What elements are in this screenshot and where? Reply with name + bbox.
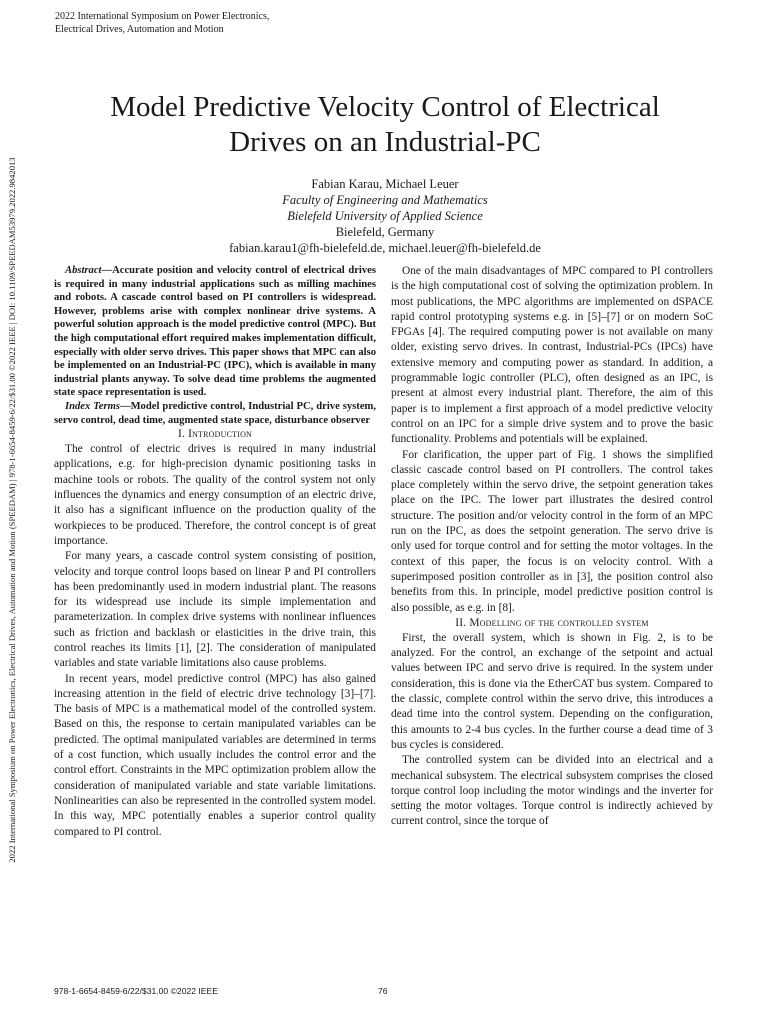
abstract-block [54, 264, 376, 427]
paper-title-line1: Model Predictive Velocity Control of Electrical [110, 91, 660, 123]
author-block [40, 176, 730, 256]
author-names: Fabian Karau, Michael Leuer [311, 177, 459, 191]
conference-header [55, 10, 269, 36]
intro-paragraph-1: The control of electric drives is required in many industrial applications, e.g. for high-precision dynamic positioning tasks in machine tools or robots. The quality of the control system not only influences the dynamics and energy consumption of an electric drive, it also has a significant influence on the production quality of the workpieces to be produced. Therefore, the control concept is of great importance. [54, 443, 376, 547]
author-location: Bielefeld, Germany [335, 225, 435, 239]
doi-side-strip: 2022 International Symposium on Power Electronics, Electrical Drives, Automation and Motion (SPEEDAM) | 978-1-6654-8459-6/22/$31.00 ©2022 IEEE | DOI: 10.1109/SPEEDAM53979.2022.9842013 [7, 157, 17, 863]
modelling-paragraph-1: First, the overall system, which is shown in Fig. 2, is to be analyzed. For the control, an exchange of the setpoint and actual values between IPC and servo drive is required. In the system under consideration, this is done via the EtherCAT bus system. Compared to the classic, complete control within the servo drive, this introduces a dead time into the control system. Depending on the configuration, this amounts to 2-4 bus cycles. In the further course a dead time of 3 bus cycles is considered. [391, 631, 713, 751]
index-terms-label: Index Terms [65, 400, 120, 412]
right-column [391, 264, 713, 830]
intro-paragraph-2: For many years, a cascade control system consisting of position, velocity and torque control loops based on linear P and PI controllers has been predominantly used in modern industrial plant. The reasons for its widespread use include its simple implementation and parameterization. In complex drive systems with nonlinear influences such as friction and backlash or elasticities in the drive train, this control reaches its limits [1], [2]. The consideration of manipulated variables and state variable limitations also cause problems. [54, 550, 376, 670]
intro-paragraph-4: One of the main disadvantages of MPC compared to PI controllers is the high computational cost of solving the optimization problem. In most publications, the MPC algorithms are implemented on dSPACE rapid control prototyping systems e.g. in [5]–[7] or on modern SoC FPGAs [4]. The required computing power is not available on many older, existing servo drives. In contrast, Industrial-PCs (IPCs) have extensive memory and computing power as standard. In addition, a programmable logic controller (PLC), often designed as an IPC, is present at almost every industrial plant. Therefore, the aim of this paper is to implement a first approach of a model predictive velocity control on an IPC for a simple drive system and to prove the basic functionality. Problems and potentials will be explained. [391, 265, 713, 446]
author-emails: fabian.karau1@fh-bielefeld.de, michael.leuer@fh-bielefeld.de [229, 241, 541, 255]
intro-paragraph-3: In recent years, model predictive control (MPC) has also gained increasing attention in the field of electric drive technology [3]–[7]. The basis of MPC is a mathematical model of the controlled system. Based on this, the response to certain manipulated variables can be predicted. The optimal manipulated variables are determined in terms of a cost function, which usually includes the control error and the control effort. Constraints in the MPC optimization problem allow the consideration of manipulated variable and state variable limitations. Nonlinearities can also be represented in the controlled system model. In this way, MPC potentially enables a superior control quality compared to PI control. [54, 672, 376, 838]
section-number: II. [455, 616, 470, 629]
conference-header-line2: Electrical Drives, Automation and Motion [55, 24, 224, 35]
index-terms-text: —Model predictive control, Industrial PC, drive system, servo control, dead time, augmented state space, disturbance observer [54, 400, 376, 426]
author-university: Bielefeld University of Applied Science [287, 209, 483, 223]
section-heading-introduction [54, 427, 376, 442]
footer-page-number: 76 [378, 986, 388, 996]
paper-title [40, 90, 730, 160]
abstract-paragraph [54, 264, 376, 400]
left-column [54, 264, 376, 840]
paper-title-line2: Drives on an Industrial-PC [229, 126, 541, 158]
footer-isbn: 978-1-6654-8459-6/22/$31.00 ©2022 IEEE [54, 986, 219, 996]
section-number: I. [177, 428, 189, 441]
intro-paragraph-5: For clarification, the upper part of Fig. 1 shows the simplified classic cascade control based on PI controllers. The control takes place completely within the servo drive, the setpoint generation takes place on the IPC. The lower part illustrates the desired control structure. The position and/or velocity control in the form of an MPC run on the IPC, as does the setpoint generation. The servo drive is only used for torque control and for setting the motor voltages. In the context of this paper, the focus is on velocity control. With a superimposed position controller as in [3], the position control also benefits from this. In principle, model predictive position control is also possible, as e.g. in [8]. [391, 448, 713, 614]
index-terms-paragraph [54, 400, 376, 427]
author-faculty: Faculty of Engineering and Mathematics [282, 193, 488, 207]
abstract-label: Abstract [65, 265, 102, 276]
abstract-text: —Accurate position and velocity control of electrical drives is required in many industrial applications such as milling machines and robots. A cascade control based on PI controllers is widespread. However, problems arise with complex nonlinear drive systems. A powerful solution approach is the model predictive control (MPC). But the high computational effort required makes implementation difficult, especially with older servo drives. This paper shows that MPC can also be implemented on an Industrial-PC (IPC), which is available in many industrial plants anyway. To solve dead time problems the augmented state space representation is used. [54, 265, 376, 399]
section-title: Introduction [188, 428, 253, 441]
section-heading-modelling [391, 616, 713, 631]
modelling-paragraph-2: The controlled system can be divided into an electrical and a mechanical subsystem. The electrical subsystem comprises the closed torque control loop including the motor windings and the inverter for setting the motor voltages. Torque control is indirectly achieved by current control, since the torque of [391, 754, 713, 828]
conference-header-line1: 2022 International Symposium on Power Electronics, [55, 11, 270, 22]
section-title: Modelling of the controlled system [469, 616, 649, 629]
